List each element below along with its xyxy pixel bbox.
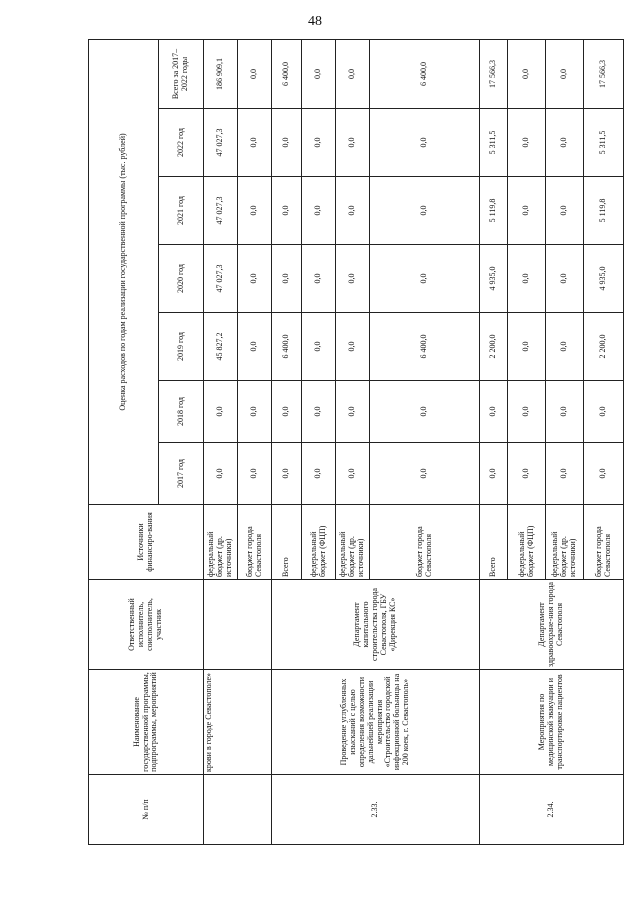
item-executor: Департамент здравоохране-ния города Севастополя: [480, 580, 624, 670]
value-cell: 0,0: [204, 381, 238, 443]
source-cell: федеральный бюджет (ФЦП): [508, 505, 546, 580]
value-cell: 0,0: [272, 245, 302, 313]
header-year: 2022 год: [159, 109, 204, 177]
value-cell: 0,0: [238, 443, 272, 505]
value-cell: 0,0: [238, 177, 272, 245]
value-cell: 186 909,1: [204, 40, 238, 109]
value-cell: 0,0: [302, 109, 336, 177]
cont-executor-cell: [204, 580, 272, 670]
header-year: 2019 год: [159, 313, 204, 381]
value-cell: 0,0: [508, 109, 546, 177]
value-cell: 0,0: [204, 443, 238, 505]
value-cell: 0,0: [508, 40, 546, 109]
value-cell: 0,0: [336, 443, 370, 505]
value-cell: 0,0: [336, 245, 370, 313]
value-cell: 5 311,5: [480, 109, 508, 177]
value-cell: 6 400,0: [272, 40, 302, 109]
value-cell: 0,0: [336, 109, 370, 177]
value-cell: 0,0: [238, 40, 272, 109]
value-cell: 17 566,3: [480, 40, 508, 109]
table-row: [204, 40, 238, 845]
value-cell: 45 827,2: [204, 313, 238, 381]
value-cell: 6 400,0: [272, 313, 302, 381]
value-cell: 0,0: [508, 443, 546, 505]
header-source: Источники финансиро-вания: [89, 505, 204, 580]
value-cell: 0,0: [238, 109, 272, 177]
value-cell: 4 935,0: [480, 245, 508, 313]
value-cell: 6 400,0: [370, 40, 480, 109]
cont-number-cell: [204, 775, 272, 845]
source-cell: бюджет города Севастополя: [238, 505, 272, 580]
header-row-1: [89, 40, 159, 845]
value-cell: 0,0: [546, 381, 584, 443]
value-cell: 0,0: [546, 443, 584, 505]
value-cell: 0,0: [336, 381, 370, 443]
value-cell: 5 311,5: [584, 109, 624, 177]
header-year: 2020 год: [159, 245, 204, 313]
table-row: [480, 40, 508, 845]
table-row: [272, 40, 302, 845]
value-cell: 17 566,3: [584, 40, 624, 109]
value-cell: 0,0: [238, 313, 272, 381]
value-cell: 0,0: [272, 381, 302, 443]
cont-name-cell: крови в городе Севастополе»: [204, 670, 272, 775]
item-name: Мероприятия по медицинской эвакуации и транспортировке пациентов: [480, 670, 624, 775]
page-number: 48: [308, 14, 322, 29]
value-cell: 47 027,3: [204, 245, 238, 313]
header-executor: Ответственный исполнитель, соисполнитель, участник: [89, 580, 204, 670]
value-cell: 0,0: [272, 109, 302, 177]
source-cell: бюджет города Севастополя: [370, 505, 480, 580]
value-cell: 0,0: [336, 177, 370, 245]
value-cell: 0,0: [546, 313, 584, 381]
source-cell: Всего: [480, 505, 508, 580]
value-cell: 0,0: [546, 245, 584, 313]
item-number: 2.34.: [480, 775, 624, 845]
header-year-total: Всего за 2017–2022 годы: [159, 40, 204, 109]
value-cell: 2 200,0: [584, 313, 624, 381]
value-cell: 0,0: [584, 443, 624, 505]
value-cell: 0,0: [546, 40, 584, 109]
value-cell: 0,0: [272, 177, 302, 245]
value-cell: 0,0: [302, 381, 336, 443]
value-cell: 0,0: [584, 381, 624, 443]
value-cell: 0,0: [272, 443, 302, 505]
value-cell: 0,0: [336, 40, 370, 109]
value-cell: 0,0: [508, 177, 546, 245]
value-cell: 0,0: [480, 381, 508, 443]
header-year: 2018 год: [159, 381, 204, 443]
value-cell: 47 027,3: [204, 177, 238, 245]
value-cell: 0,0: [546, 177, 584, 245]
value-cell: 0,0: [370, 443, 480, 505]
rotated-table-wrapper: [88, 40, 612, 845]
value-cell: 0,0: [238, 381, 272, 443]
header-estimate: Оценка расходов по годам реализации государственной программы (тыс. рублей): [89, 40, 159, 505]
value-cell: 0,0: [508, 245, 546, 313]
value-cell: 4 935,0: [584, 245, 624, 313]
item-executor: Департамент капитального строительства города Севастополя, ГБУ «Дирекция КС»: [272, 580, 480, 670]
value-cell: 0,0: [302, 177, 336, 245]
value-cell: 0,0: [508, 313, 546, 381]
value-cell: 0,0: [370, 109, 480, 177]
value-cell: 0,0: [302, 245, 336, 313]
header-year: 2017 год: [159, 443, 204, 505]
item-name: Проведение углубленных изысканий с целью определения возможности дальнейшей реализации мероприятия «Строительство городской инфекционной больницы на 200 коек, г. Севастополь»: [272, 670, 480, 775]
value-cell: 5 119,8: [584, 177, 624, 245]
expenses-table: [88, 39, 624, 845]
header-number: № п/п: [89, 775, 204, 845]
value-cell: 0,0: [302, 443, 336, 505]
value-cell: 0,0: [238, 245, 272, 313]
value-cell: 0,0: [546, 109, 584, 177]
value-cell: 0,0: [370, 245, 480, 313]
item-number: 2.33.: [272, 775, 480, 845]
source-cell: Всего: [272, 505, 302, 580]
value-cell: 0,0: [480, 443, 508, 505]
source-cell: федеральный бюджет (др. источники): [204, 505, 238, 580]
value-cell: 0,0: [302, 313, 336, 381]
header-name: Наименование государственной программы, подпрограммы, мероприятий: [89, 670, 204, 775]
source-cell: федеральный бюджет (др. источники): [546, 505, 584, 580]
value-cell: 2 200,0: [480, 313, 508, 381]
value-cell: 6 400,0: [370, 313, 480, 381]
value-cell: 0,0: [508, 381, 546, 443]
value-cell: 0,0: [370, 381, 480, 443]
source-cell: федеральный бюджет (др. источники): [336, 505, 370, 580]
value-cell: 0,0: [370, 177, 480, 245]
header-year: 2021 год: [159, 177, 204, 245]
value-cell: 0,0: [302, 40, 336, 109]
value-cell: 0,0: [336, 313, 370, 381]
source-cell: бюджет города Севастополя: [584, 505, 624, 580]
source-cell: федеральный бюджет (ФЦП): [302, 505, 336, 580]
value-cell: 47 027,3: [204, 109, 238, 177]
value-cell: 5 119,8: [480, 177, 508, 245]
